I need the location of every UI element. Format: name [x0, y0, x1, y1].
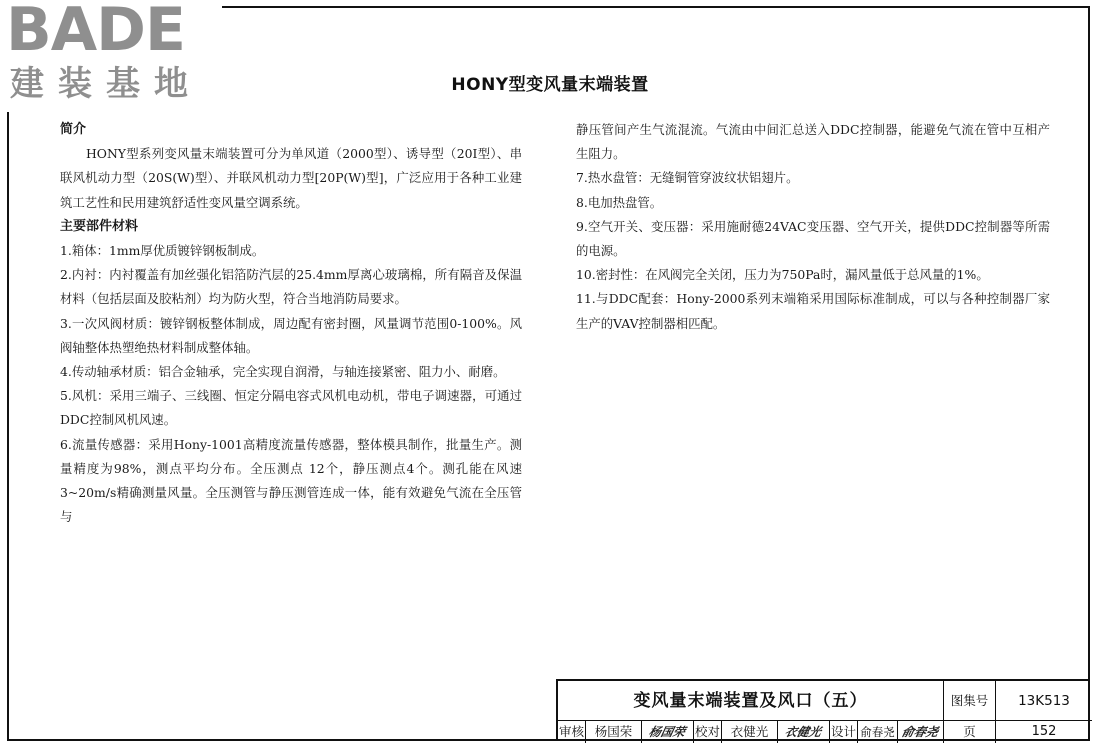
logo-brand: BADE — [6, 0, 185, 65]
title-block — [556, 679, 1090, 741]
text-paragraph: 9.空气开关、变压器：采用施耐德24VAC变压器、空气开关，提供DDC控制器等所需的电源。 — [576, 218, 1050, 259]
text-paragraph: 静压管间产生气流混流。气流由中间汇总送入DDC控制器，能避免气流在管中互相产生阻力。 — [576, 122, 1050, 162]
review-label: 审核 — [558, 721, 586, 743]
left-text-column — [60, 118, 522, 529]
page-label: 页 — [944, 721, 996, 743]
section-heading: 简介 — [60, 122, 87, 137]
text-paragraph: 5.风机：采用三端子、三线圈、恒定分隔电容式风机电动机，带电子调速器，可通过DDC控制风机风速。 — [60, 388, 522, 428]
designer-signature-text: 俞春尧 — [900, 725, 940, 739]
check-label: 校对 — [694, 721, 722, 743]
page-number: 152 — [1031, 724, 1057, 739]
design-label: 设计 — [830, 721, 858, 743]
checker-signature — [778, 721, 830, 743]
checker-signature-text: 衣健光 — [783, 725, 823, 739]
text-paragraph: 1.箱体：1mm厚优质镀锌钢板制成。 — [60, 243, 265, 259]
designer-name: 俞春尧 — [858, 721, 898, 743]
right-text-column — [576, 118, 1050, 336]
watermark-logo — [0, 0, 222, 112]
text-paragraph: 2.内衬：内衬覆盖有加丝强化铝箔防汽层的25.4mm厚离心玻璃棉，所有隔音及保温材料（包括层面及胶粘剂）均为防火型，符合当地消防局要求。 — [60, 267, 522, 307]
text-paragraph: 8.电加热盘管。 — [576, 194, 663, 210]
text-paragraph: 11.与DDC配套：Hony-2000系列末端箱采用国际标准制成，可以与各种控制器厂家生产的VAV控制器相匹配。 — [576, 291, 1050, 331]
atlas-number: 13K513 — [996, 681, 1092, 721]
text-paragraph: 7.热水盘管：无缝铜管穿波纹状铝翅片。 — [576, 170, 799, 186]
drawing-title: 变风量末端装置及风口（五） — [558, 681, 944, 721]
page-title: HONY型变风量末端装置 — [451, 75, 649, 95]
reviewer-name: 杨国荣 — [586, 721, 642, 743]
reviewer-signature — [642, 721, 694, 743]
reviewer-signature-text: 杨国荣 — [647, 725, 687, 739]
text-paragraph: 4.传动轴承材质：铝合金轴承，完全实现自润滑，与轴连接紧密、阻力小、耐磨。 — [60, 364, 506, 380]
section-heading: 主要部件材料 — [60, 218, 139, 234]
designer-signature — [898, 721, 944, 743]
checker-name: 衣健光 — [722, 721, 778, 743]
logo-subtitle: 建装基地 — [10, 64, 202, 104]
text-paragraph: 6.流量传感器：采用Hony-1001高精度流量传感器，整体模具制作，批量生产。测量精度为98%，测点平均分布。全压测点 12个，静压测点4个。测孔能在风速3~20m/s精确测量风量。全压测管与静压测管连成一体，能有效避免气流在全压管与 — [60, 436, 522, 525]
text-paragraph: HONY型系列变风量末端装置可分为单风道（2000型）、诱导型（20I型）、串联风机动力型（20S(W)型）、并联风机动力型[20P(W)型]，广泛应用于各种工业建筑工艺性和民用建筑舒适性变风量空调系统。 — [60, 146, 522, 210]
text-paragraph: 3.一次风阀材质：镀锌钢板整体制成，周边配有密封圈，风量调节范围0-100%。风阀轴整体热塑绝热材料制成整体轴。 — [60, 315, 522, 355]
text-paragraph: 10.密封性：在风阀完全关闭，压力为750Pa时，漏风量低于总风量的1%。 — [576, 267, 989, 283]
atlas-label: 图集号 — [944, 681, 996, 721]
